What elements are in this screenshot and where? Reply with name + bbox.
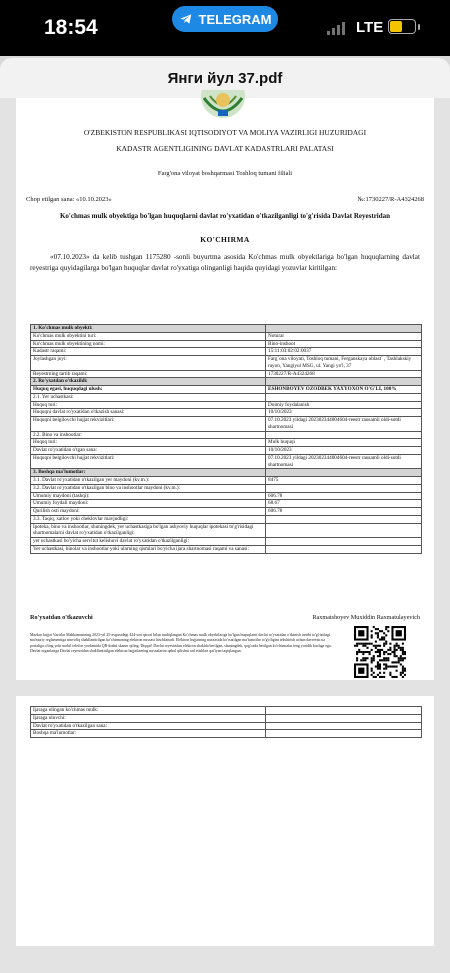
table-row xyxy=(31,454,422,469)
row-label: 3.1. Davlat ro'yxatidan o'tkazilgan yer maydoni (kv.m.): xyxy=(31,477,266,485)
row-value: 15:11:03:02:02:0037 xyxy=(266,348,422,356)
clock: 18:54 xyxy=(44,16,98,39)
row-label: 3.3. Taqiq, xatlov yoki cheklovlar mavjudligi: xyxy=(31,515,266,523)
row-label: 1. Ko'chmas mulk obyekti: xyxy=(31,325,266,333)
row-label: Ijaraga olingan ko'chmas mulk: xyxy=(31,707,266,715)
row-value: 10/10/2023 xyxy=(266,447,422,455)
table-row xyxy=(31,545,422,553)
row-value xyxy=(266,730,422,738)
row-label: Huquqni davlat ro'yxatidan o'tkazish sanasi: xyxy=(31,409,266,417)
row-label: 2. Ro'yxatdan o'tkazildi: xyxy=(31,378,266,386)
row-value: Farg`ona viloyati, Toshloq tumani, Ferganskaya oblast` , Tashlakskiy rayon, Yangiyul MSG, ul. Yangi yo'l, 37 xyxy=(266,356,422,371)
document-subtitle: KO'CHIRMA xyxy=(200,235,250,244)
row-label: Huquqni belgilovchi hujjat rekvizitlari: xyxy=(31,454,266,469)
row-label: 2.1. Yer uchastkasi: xyxy=(31,393,266,401)
table-row xyxy=(31,439,422,447)
row-value: ESHONBOYEV OZODBEK YAXYOXON O'G'LI, 100% xyxy=(266,386,422,394)
row-value: Doimiy foydalanish xyxy=(266,401,422,409)
row-value xyxy=(266,714,422,722)
table-row xyxy=(31,722,422,730)
table-row xyxy=(31,500,422,508)
row-value xyxy=(266,545,422,553)
row-label: 3.2. Davlat ro'yxatidan o'tkazilgan bino va inshootlar maydoni (kv.m.): xyxy=(31,484,266,492)
telegram-return-pill[interactable] xyxy=(172,6,278,32)
row-label: Davlat ro'yxatidan o'tkazilgan sana: xyxy=(31,722,266,730)
table-row xyxy=(31,447,422,455)
table-row xyxy=(31,356,422,371)
pdf-page-1[interactable] xyxy=(16,98,434,680)
table-row xyxy=(31,508,422,516)
table-row xyxy=(31,477,422,485)
row-label: Ko'chmas mulk obyektini turi: xyxy=(31,332,266,340)
row-value xyxy=(266,393,422,401)
ministry-line-2: KADASTR AGENTLIGINING DAVLAT KADASTRLARI PALATASI xyxy=(116,144,334,153)
row-value: 07.10.2023 yildagi 202302344004604-reestr rausamli oldi-sotdi shartnomasi xyxy=(266,454,422,469)
pdf-page-2[interactable] xyxy=(16,696,434,946)
status-bar xyxy=(0,0,450,56)
telegram-icon xyxy=(179,12,193,26)
table-row xyxy=(31,523,422,538)
lease-table xyxy=(30,706,422,738)
table-row xyxy=(31,386,422,394)
table-row xyxy=(31,332,422,340)
registrar-name: Raxmatshoyev Muxiddin Raxmatulayevich xyxy=(312,614,420,621)
row-value xyxy=(266,707,422,715)
row-value xyxy=(266,431,422,439)
row-value: Mulk huquqi xyxy=(266,439,422,447)
row-label: Qurilish osti maydoni: xyxy=(31,508,266,516)
row-label: Yer uchastkasi, binolar va inshootlar yoki ularning qismlari bo'yicha ijara shartnomasi raqami va sanasi: xyxy=(31,545,266,553)
row-label: Huquq egasi, huquqdagi ulush: xyxy=(31,386,266,394)
table-row xyxy=(31,714,422,722)
table-row xyxy=(31,469,422,477)
table-row xyxy=(31,401,422,409)
registry-table xyxy=(30,324,422,554)
table-row xyxy=(31,730,422,738)
row-value: Noturar xyxy=(266,332,422,340)
row-label: Davlat ro'yxatidan o'tgan sana: xyxy=(31,447,266,455)
row-label: Huquqni belgilovchi hujjat rekvizitlari: xyxy=(31,417,266,432)
row-value: 8475 xyxy=(266,477,422,485)
row-label: Boshqa ma'lumotlar: xyxy=(31,730,266,738)
row-value xyxy=(266,469,422,477)
table-row xyxy=(31,340,422,348)
row-label: 3. Boshqa ma'lumotlar: xyxy=(31,469,266,477)
print-date: Chop etilgan sana: «10.10.2023» xyxy=(26,196,112,203)
row-label: Huquq turi: xyxy=(31,439,266,447)
battery-icon xyxy=(388,19,416,34)
document-heading: Ko'chmas mulk obyektiga bo'lgan huquqlarni davlat ro'yxatidan o'tkazilganligi to'g'risida Davlat Reyestridan xyxy=(59,212,391,220)
row-label: Ko'chmas mulk obyektining nomi: xyxy=(31,340,266,348)
row-value xyxy=(266,722,422,730)
row-value: 07.10.2023 yildagi 202302344004604-reestr rausamli oldi-sotdi shartnomasi xyxy=(266,417,422,432)
table-row xyxy=(31,325,422,333)
telegram-label: TELEGRAM xyxy=(198,11,272,27)
row-label: Huquq turi: xyxy=(31,401,266,409)
row-value: 1730227/R-A4324268 xyxy=(266,370,422,378)
registrar-label: Ro'yxatdan o'tkazuvchi xyxy=(30,614,93,621)
battery-tip xyxy=(418,24,420,30)
table-row xyxy=(31,348,422,356)
row-label: Kadastr raqami: xyxy=(31,348,266,356)
table-row xyxy=(31,484,422,492)
state-emblem-icon xyxy=(196,90,250,120)
signal-icon xyxy=(327,22,345,35)
table-row xyxy=(31,370,422,378)
intro-paragraph: «07.10.2023» da kelib tushgan 1175280 -sonli buyurtma asosida Ko'chmas mulk obyektlariga bo'lgan huquqlarning davlat reyestriga quyidagilarga bo'lgan huquqlar davlat ro'yxatiga olinganligi haqida quyidagi yozuvlar kiritilgan: xyxy=(30,253,420,272)
battery-level xyxy=(390,21,402,32)
table-row xyxy=(31,707,422,715)
row-value xyxy=(266,523,422,538)
row-label: Ijaraga oluvchi: xyxy=(31,714,266,722)
branch-name: Farg'ona viloyat boshqarmasi Toshloq tumani filiali xyxy=(157,170,293,177)
row-label: Umumiy maydoni (tashqi): xyxy=(31,492,266,500)
ministry-line-1: O'ZBEKISTON RESPUBLIKASI IQTISODIYOT VA MOLIYA VAZIRLIGI HUZURIDAGI xyxy=(83,128,367,137)
row-value xyxy=(266,538,422,546)
qr-code xyxy=(354,626,406,678)
row-value: 10/10/2023 xyxy=(266,409,422,417)
network-type: LTE xyxy=(356,19,384,36)
row-value: 606.78 xyxy=(266,492,422,500)
row-value xyxy=(266,378,422,386)
table-row xyxy=(31,492,422,500)
row-label: Umumiy foydali maydoni: xyxy=(31,500,266,508)
row-label: Ipoteka, bino va inshootlar, shuningdek, yer uchastkasiga bo'lgan ashyoviy huquqlar ipotekasi to'g'risidagi shartnomalarni davlat ro'yxatidan o'tkazilganligi: xyxy=(31,523,266,538)
pdf-viewer-sheet xyxy=(0,58,450,973)
table-row xyxy=(31,431,422,439)
table-row xyxy=(31,409,422,417)
row-label: yer uchastkasi bo'yicha servitut kelishuvi davlat ro'yxatidan o'tkazilganligi: xyxy=(31,538,266,546)
row-value: 68.67 xyxy=(266,500,422,508)
table-row xyxy=(31,378,422,386)
row-value xyxy=(266,515,422,523)
table-row xyxy=(31,417,422,432)
row-value xyxy=(266,484,422,492)
row-label: Joylashgan joyi: xyxy=(31,356,266,371)
document-title: Янги йул 37.pdf xyxy=(167,70,283,87)
row-value: 606.78 xyxy=(266,508,422,516)
legal-footnote: Mazkur hujjat Vazirlar Mahkamasining 2023-yil 25-avgustdagi 424-son qarori bilan tasdiqlangan Ko'chmas mulk obyektlariga bo'lgan huquqlarni davlat ro'yxatidan o'tkazish tartibi to'g'risidagi ma'muriy reglamentiga muvofiq shakllantirilgan ko'chirmaning elektron nusxasi hisoblanadi. Elektron hujjatning nusxasida ko'rsatilgan ma'lumotlar to'g'riligini tekshirish uchun davreestr.uz portaliga o'ting yoki mobil telefon yordamida QR-kodni skaner qiling. Diqqat! Davlat reyestridan elektron shaklda berilgan, shuningdek, qog'ozda berilgan ko'chirmalar teng yuridik kuchga ega. Davlat organlariga Davlat reyestridan shakllantirilgan elektron hujjatlarning nusxalarini qabul qilishni rad etishlari qat'iyan taqiqlangan. xyxy=(30,633,332,653)
table-row xyxy=(31,393,422,401)
table-row xyxy=(31,538,422,546)
table-row xyxy=(31,515,422,523)
row-label: 2.2. Bino va inshootlar: xyxy=(31,431,266,439)
row-label: Reyestrning tartib raqami: xyxy=(31,370,266,378)
row-value xyxy=(266,325,422,333)
row-value: Bino-inshoot xyxy=(266,340,422,348)
document-number: №:1730227/R-A4324268 xyxy=(357,196,424,203)
